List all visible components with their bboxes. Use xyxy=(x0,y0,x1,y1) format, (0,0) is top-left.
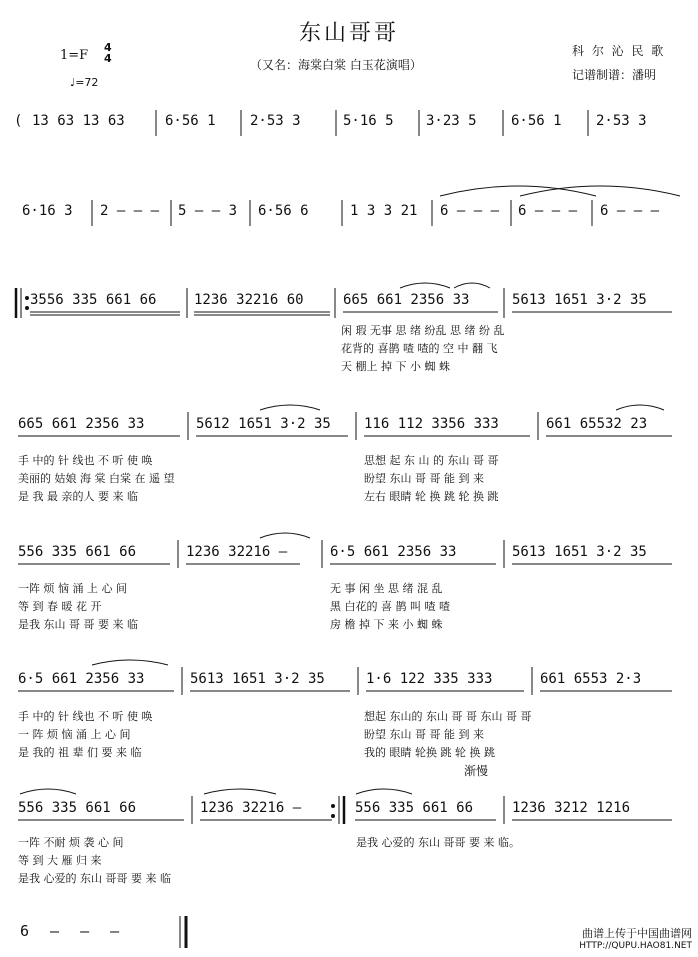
measure: 1 3 3 21 xyxy=(350,203,418,219)
lyric-line: 是我 东山 哥 哥 要 来 临 xyxy=(18,618,138,631)
measure: 2 – – – xyxy=(100,203,160,219)
lyric-line: 房 檐 掉 下 来 小 蜘 蛛 xyxy=(330,618,443,631)
lyric-line: 是 我 最 亲的人 要 来 临 xyxy=(18,490,138,503)
song-subtitle: （又名：海棠白棠 白玉花演唱） xyxy=(250,58,422,72)
measure: 6·5 661 2356 33 xyxy=(18,671,145,687)
measure: 665 661 2356 33 xyxy=(18,416,145,432)
measure: 1236 3212 1216 xyxy=(512,800,631,816)
lyric-line: 等 到 春 暖 花 开 xyxy=(18,600,102,613)
repeat-paren-open: ( xyxy=(14,113,23,129)
measure: 6 – – – xyxy=(20,922,126,940)
measure: 13 63 13 63 xyxy=(32,113,125,129)
transcriber-credit: 记谱制谱：潘明 xyxy=(572,68,657,82)
origin-credit: 科 尔 沁 民 歌 xyxy=(572,44,666,58)
measure: 6 – – – xyxy=(440,203,500,219)
tempo-annotation: 渐慢 xyxy=(464,764,489,778)
measure: 1236 32216 – xyxy=(200,800,302,816)
lyric-line: 黑 白花的 喜 鹊 叫 喳 喳 xyxy=(330,600,450,613)
measure: 5613 1651 3·2 35 xyxy=(512,292,647,308)
lyric-line: 想起 东山的 东山 哥 哥 东山 哥 哥 xyxy=(364,710,532,723)
measure: 1236 32216 – xyxy=(186,544,288,560)
measure: 556 335 661 66 xyxy=(355,800,474,816)
lyric-line: 我的 眼睛 轮换 跳 轮 换 跳 xyxy=(364,746,495,759)
measure: 661 65532 23 xyxy=(546,416,648,432)
measure: 6·5 661 2356 33 xyxy=(330,544,457,560)
lyric-line: 左右 眼睛 轮 换 跳 轮 换 跳 xyxy=(364,490,499,503)
lyric-line: 一阵 不耐 烦 袭 心 间 xyxy=(18,836,124,849)
lyric-line: 天 棚上 掉 下 小 蜘 蛛 xyxy=(341,360,450,373)
measure: 1236 32216 60 xyxy=(194,292,304,308)
measure: 116 112 3356 333 xyxy=(364,416,499,432)
measure: 5612 1651 3·2 35 xyxy=(196,416,331,432)
measure: 661 6553 2·3 xyxy=(540,671,642,687)
footer-line-1: 曲谱上传于中国曲谱网 xyxy=(582,927,692,940)
lyric-line: 手 中的 针 线也 不 听 使 唤 xyxy=(18,454,153,467)
measure: 5613 1651 3·2 35 xyxy=(190,671,325,687)
measure: 5613 1651 3·2 35 xyxy=(512,544,647,560)
lyric-line: 是我 心爱的 东山 哥哥 要 来 临 xyxy=(18,872,171,885)
lyric-line: 无 事 闲 坐 思 绪 混 乱 xyxy=(330,582,443,595)
measure: 6·56 6 xyxy=(258,203,309,219)
lyric-line: 闲 瑕 无事 思 绪 纷乱 思 绪 纷 乱 xyxy=(341,324,505,337)
lyric-line: 思想 起 东 山 的 东山 哥 哥 xyxy=(364,454,499,467)
measure: 2·53 3 xyxy=(596,113,647,129)
measure: 6 – – – xyxy=(518,203,578,219)
lyric-line: 是 我的 祖 辈 们 要 来 临 xyxy=(18,746,142,759)
measure: 5 – – 3 xyxy=(178,203,238,219)
lyric-line: 等 到 大 雁 归 来 xyxy=(18,854,102,867)
lyric-line: 盼望 东山 哥 哥 能 到 来 xyxy=(364,472,484,485)
meter-bottom: 4 xyxy=(104,52,112,65)
lyric-line: 盼望 东山 哥 哥 能 到 来 xyxy=(364,728,484,741)
measure: 556 335 661 66 xyxy=(18,800,137,816)
measure: 6 – – – xyxy=(600,203,660,219)
measure: 665 661 2356 33 xyxy=(343,292,470,308)
meter-top: 4 xyxy=(104,41,112,54)
lyric-line: 是我 心爱的 东山 哥哥 要 来 临。 xyxy=(356,836,520,849)
lyric-line: 美丽的 姑娘 海 棠 白棠 在 遥 望 xyxy=(18,472,175,485)
measure: 3·23 5 xyxy=(426,113,477,129)
measure: 3556 335 661 66 xyxy=(30,292,157,308)
lyric-line: 手 中的 针 线也 不 听 使 唤 xyxy=(18,710,153,723)
measure: 5·16 5 xyxy=(343,113,394,129)
lyric-line: 一阵 烦 恼 涌 上 心 间 xyxy=(18,582,127,595)
measure: 2·53 3 xyxy=(250,113,301,129)
measure: 6·56 1 xyxy=(165,113,216,129)
key-signature: 1=F xyxy=(60,48,89,63)
measure: 6·16 3 xyxy=(22,203,73,219)
footer-line-2: HTTP://QUPU.HAO81.NET xyxy=(579,941,692,951)
measure: 556 335 661 66 xyxy=(18,544,137,560)
tempo-marking: ♩=72 xyxy=(70,76,99,89)
lyric-line: 花背的 喜鹊 喳 喳的 空 中 翻 飞 xyxy=(341,342,498,355)
measure: 6·56 1 xyxy=(511,113,562,129)
song-title: 东山哥哥 xyxy=(298,21,399,46)
measure: 1·6 122 335 333 xyxy=(366,671,493,687)
lyric-line: 一 阵 烦 恼 涌 上 心 间 xyxy=(18,728,131,741)
